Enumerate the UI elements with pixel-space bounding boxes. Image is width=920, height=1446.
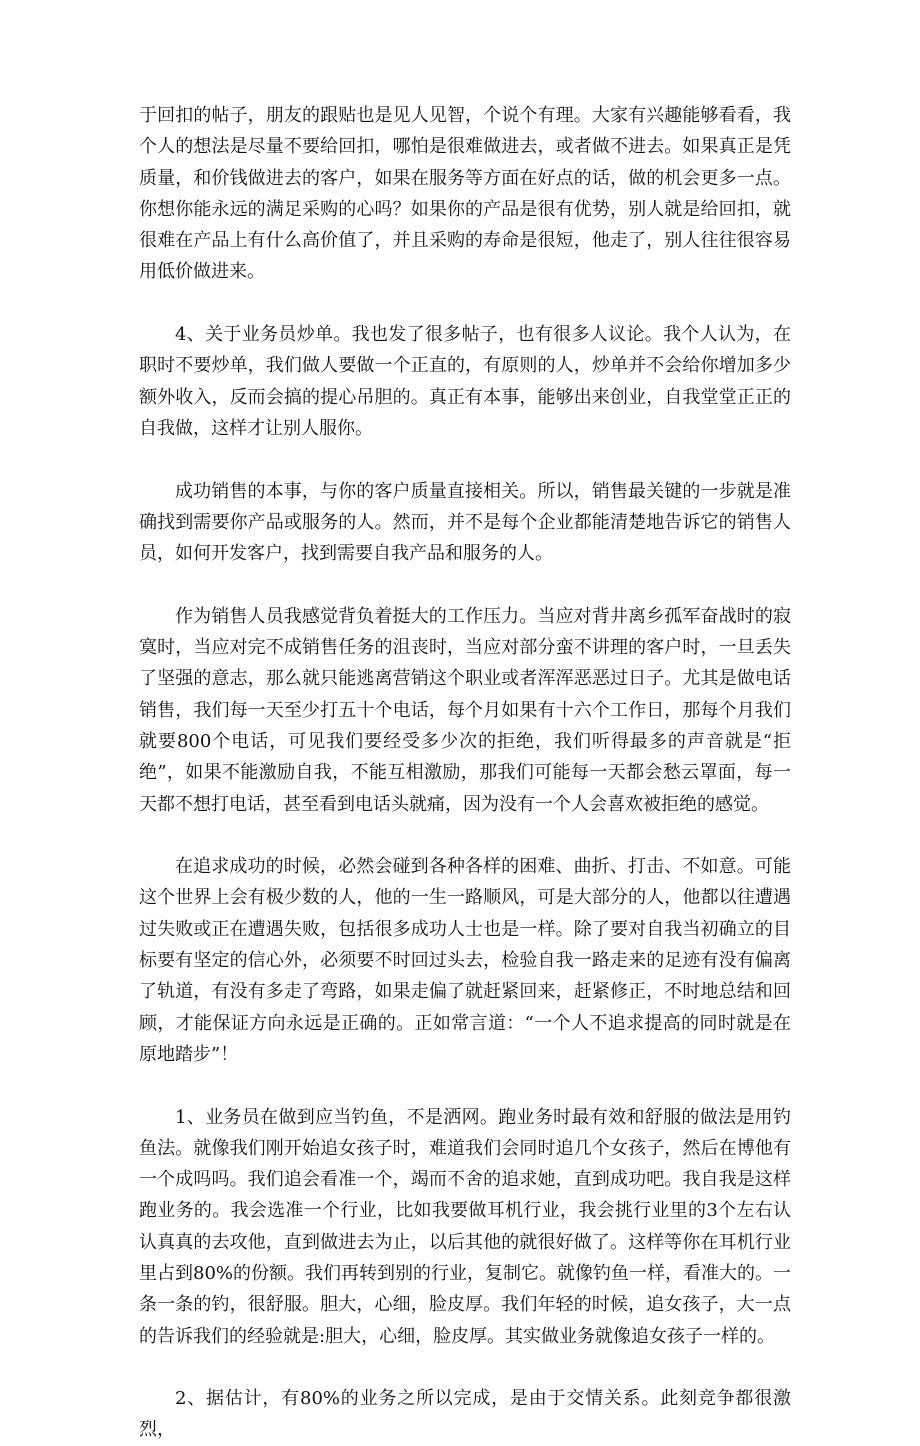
- paragraph-point-4-order-stealing: 4、关于业务员炒单。我也发了很多帖子，也有很多人议论。我个人认为，在职时不要炒单，我们做人要做一个正直的，有原则的人，炒单并不会给你增加多少额外收入，反而会搞的提心吊胆的。真正有本事，能够出来创业，自我堂堂正正的自我做，这样才让别人服你。: [139, 324, 791, 439]
- paragraph-point-2-relationships: 2、据估计，有80%的业务之所以完成，是由于交情关系。此刻竞争都很激烈，: [139, 1388, 791, 1441]
- paragraph-point-1-fishing: 1、业务员在做到应当钓鱼，不是洒网。跑业务时最有效和舒服的做法是用钓鱼法。就像我们刚开始追女孩子时，难道我们会同时追几个女孩子，然后在博他有一个成吗吗。我们追会看准一个，竭而不舍的追求她，直到成功吧。我自我是这样跑业务的。我会选准一个行业，比如我要做耳机行业，我会挑行业里的3个左右认认真真的去攻他，直到做进去为止，以后其他的就很好做了。这样等你在耳机行业里占到80%的份额。我们再转到别的行业，复制它。就像钓鱼一样，看准大的。一条一条的钓，很舒服。胆大，心细，脸皮厚。我们年轻的时候，追女孩子，大一点的告诉我们的经验就是:胆大，心细，脸皮厚。其实做业务就像追女孩子一样的。: [139, 1106, 792, 1347]
- paragraph-sales-pressure: 作为销售人员我感觉背负着挺大的工作压力。当应对背井离乡孤军奋战时的寂寞时，当应对完不成销售任务的沮丧时，当应对部分蛮不讲理的客户时，一旦丢失了坚强的意志，那么就只能逃离营销这个职业或者浑浑恶恶过日子。尤其是做电话销售，我们每一天至少打五十个电话，每个月如果有十六个工作日，那每个月我们就要800个电话，可见我们要经受多少次的拒绝，我们听得最多的声音就是“拒绝”，如果不能激励自我，不能互相激励，那我们可能每一天都会愁云罩面，每一天都不想打电话，甚至看到电话头就痛，因为没有一个人会喜欢被拒绝的感觉。: [139, 605, 791, 815]
- paragraph-customer-quality: 成功销售的本事，与你的客户质量直接相关。所以，销售最关键的一步就是准确找到需要你产品或服务的人。然而，并不是每个企业都能清楚地告诉它的销售人员，如何开发客户，找到需要自我产品和服务的人。: [139, 480, 791, 565]
- document-page: [139, 100, 791, 1446]
- paragraph-pursuing-success: 在追求成功的时候，必然会碰到各种各样的困难、曲折、打击、不如意。可能这个世界上会有极少数的人，他的一生一路顺风，可是大部分的人，他都以往遭遇过失败或正在遭遇失败，包括很多成功人士也是一样。除了要对自我当初确立的目标要有坚定的信心外，必须要不时回过头去，检验自我一路走来的足迹有没有偏离了轨道，有没有多走了弯路，如果走偏了就赶紧回来，赶紧修正，不时地总结和回顾，才能保证方向永远是正确的。正如常言道：“一个人不追求提高的同时就是在原地踏步”！: [139, 856, 791, 1065]
- paragraph-rebate-opinion: 于回扣的帖子，朋友的跟贴也是见人见智，个说个有理。大家有兴趣能够看看，我个人的想法是尽量不要给回扣，哪怕是很难做进去，或者做不进去。如果真正是凭质量，和价钱做进去的客户，如果在服务等方面在好点的话，做的机会更多一点。你想你能永远的满足采购的心吗？如果你的产品是很有优势，别人就是给回扣，就很难在产品上有什么高价值了，并且采购的寿命是很短，他走了，别人往往很容易用低价做进来。: [139, 105, 791, 283]
